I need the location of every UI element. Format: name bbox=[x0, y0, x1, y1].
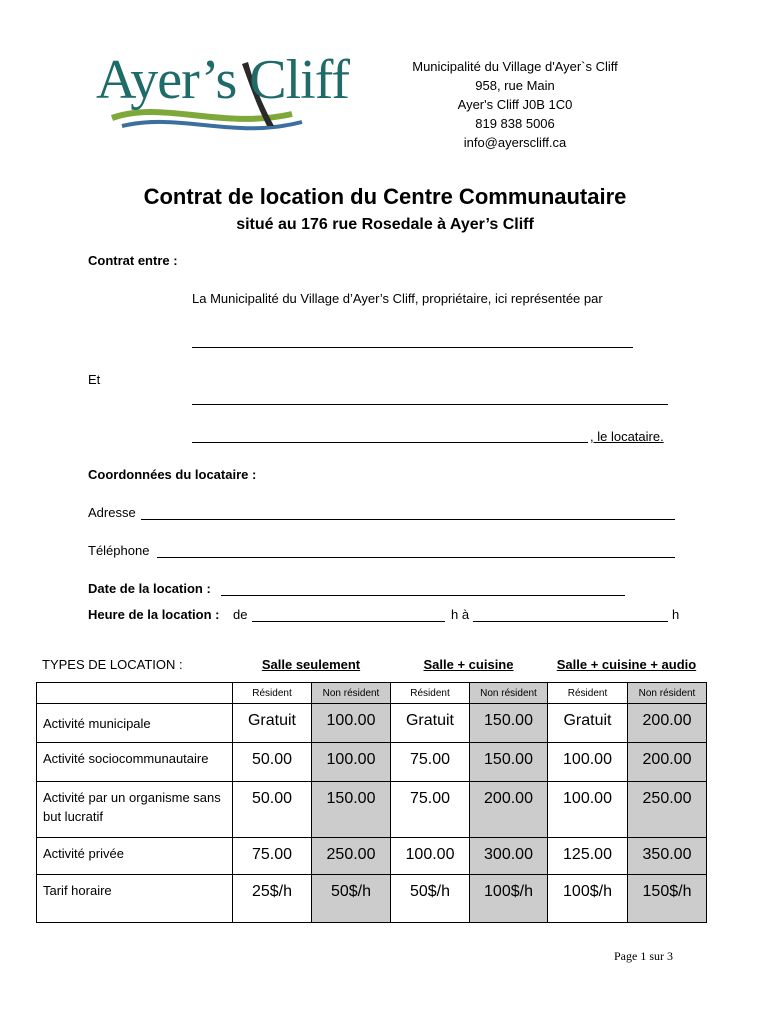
heure-fin-blank[interactable] bbox=[473, 621, 668, 622]
rate-cell: 250.00 bbox=[312, 838, 391, 875]
rate-cell: 350.00 bbox=[628, 838, 707, 875]
rate-cell: 150.00 bbox=[312, 782, 391, 838]
rate-cell: 50.00 bbox=[233, 782, 312, 838]
rate-cell: 200.00 bbox=[628, 743, 707, 782]
group-salle-seulement: Salle seulement bbox=[261, 657, 361, 672]
rate-cell: 100$/h bbox=[470, 875, 548, 923]
activity-cell: Activité privée bbox=[37, 838, 233, 875]
subhead-non-resident: Non résident bbox=[312, 683, 391, 704]
address-line: Municipalité du Village d'Ayer`s Cliff bbox=[412, 59, 618, 74]
tenant-name-blank[interactable] bbox=[192, 404, 668, 405]
table-row bbox=[37, 704, 707, 743]
rate-cell: 100.00 bbox=[312, 743, 391, 782]
table-row bbox=[37, 782, 707, 838]
activity-cell: Activité sociocommunautaire bbox=[37, 743, 233, 782]
activity-cell: Tarif horaire bbox=[37, 875, 233, 923]
h-label: h bbox=[672, 607, 680, 622]
table-row bbox=[37, 875, 707, 923]
contrat-entre-label: Contrat entre : bbox=[88, 253, 178, 268]
table-row bbox=[37, 743, 707, 782]
rate-cell: 100.00 bbox=[391, 838, 470, 875]
rate-cell: 25$/h bbox=[233, 875, 312, 923]
rate-cell: 200.00 bbox=[470, 782, 548, 838]
representative-blank[interactable] bbox=[192, 347, 633, 348]
address-line: 958, rue Main bbox=[475, 78, 555, 93]
rate-cell: 75.00 bbox=[391, 743, 470, 782]
activity-cell: Activité municipale bbox=[37, 704, 233, 743]
group-salle-cuisine: Salle + cuisine bbox=[423, 657, 514, 672]
de-label: de bbox=[233, 607, 248, 622]
rate-cell: 50.00 bbox=[233, 743, 312, 782]
et-label: Et bbox=[88, 372, 101, 387]
types-location-label: TYPES DE LOCATION : bbox=[42, 657, 183, 672]
adresse-blank[interactable] bbox=[141, 519, 675, 520]
subhead-resident: Résident bbox=[233, 683, 312, 704]
address-line: Ayer's Cliff J0B 1C0 bbox=[457, 97, 573, 112]
header-empty-cell bbox=[37, 683, 233, 704]
rate-cell: 150$/h bbox=[628, 875, 707, 923]
municipality-line: La Municipalité du Village d’Ayer’s Cliff, propriétaire, ici représentée par bbox=[192, 291, 603, 306]
rate-cell: 250.00 bbox=[628, 782, 707, 838]
rate-cell: 300.00 bbox=[470, 838, 548, 875]
rate-cell: 100$/h bbox=[548, 875, 628, 923]
table-header-row bbox=[37, 683, 707, 704]
group-salle-cuisine-audio: Salle + cuisine + audio bbox=[556, 657, 697, 672]
rates-table bbox=[36, 682, 707, 923]
rate-cell: 100.00 bbox=[312, 704, 391, 743]
table-row bbox=[37, 838, 707, 875]
subhead-non-resident: Non résident bbox=[628, 683, 707, 704]
telephone-blank[interactable] bbox=[157, 557, 675, 558]
page-number: Page 1 sur 3 bbox=[614, 949, 673, 963]
logo-text: Ayer’s Cliff bbox=[96, 49, 349, 111]
address-line: 819 838 5006 bbox=[475, 116, 555, 131]
rate-cell: Gratuit bbox=[233, 704, 312, 743]
rate-cell: 100.00 bbox=[548, 782, 628, 838]
coordonnees-heading: Coordonnées du locataire : bbox=[88, 467, 257, 482]
rate-cell: Gratuit bbox=[548, 704, 628, 743]
subhead-non-resident: Non résident bbox=[470, 683, 548, 704]
date-blank[interactable] bbox=[221, 595, 625, 596]
adresse-label: Adresse bbox=[88, 505, 136, 520]
rate-cell: 100.00 bbox=[548, 743, 628, 782]
address-email: info@ayerscliff.ca bbox=[463, 135, 567, 150]
rate-cell: 75.00 bbox=[391, 782, 470, 838]
address-block bbox=[380, 57, 650, 152]
heure-label: Heure de la location : bbox=[88, 607, 220, 622]
document-title: Contrat de location du Centre Communautaire bbox=[143, 184, 627, 209]
heure-debut-blank[interactable] bbox=[252, 621, 445, 622]
telephone-label: Téléphone bbox=[88, 543, 150, 558]
rate-cell: 150.00 bbox=[470, 743, 548, 782]
h-a-label: h à bbox=[451, 607, 470, 622]
rate-cell: 75.00 bbox=[233, 838, 312, 875]
rate-cell: 50$/h bbox=[391, 875, 470, 923]
date-label: Date de la location : bbox=[88, 581, 211, 596]
rate-cell: 150.00 bbox=[470, 704, 548, 743]
rate-cell: 50$/h bbox=[312, 875, 391, 923]
rate-cell: Gratuit bbox=[391, 704, 470, 743]
rate-cell: 125.00 bbox=[548, 838, 628, 875]
activity-cell: Activité par un organisme sans but lucratif bbox=[37, 782, 233, 838]
tenant-name-blank-2[interactable] bbox=[192, 442, 588, 443]
locataire-label: , le locataire. bbox=[590, 429, 664, 444]
subhead-resident: Résident bbox=[548, 683, 628, 704]
document-subtitle: situé au 176 rue Rosedale à Ayer’s Cliff bbox=[236, 216, 534, 233]
subhead-resident: Résident bbox=[391, 683, 470, 704]
rate-cell: 200.00 bbox=[628, 704, 707, 743]
